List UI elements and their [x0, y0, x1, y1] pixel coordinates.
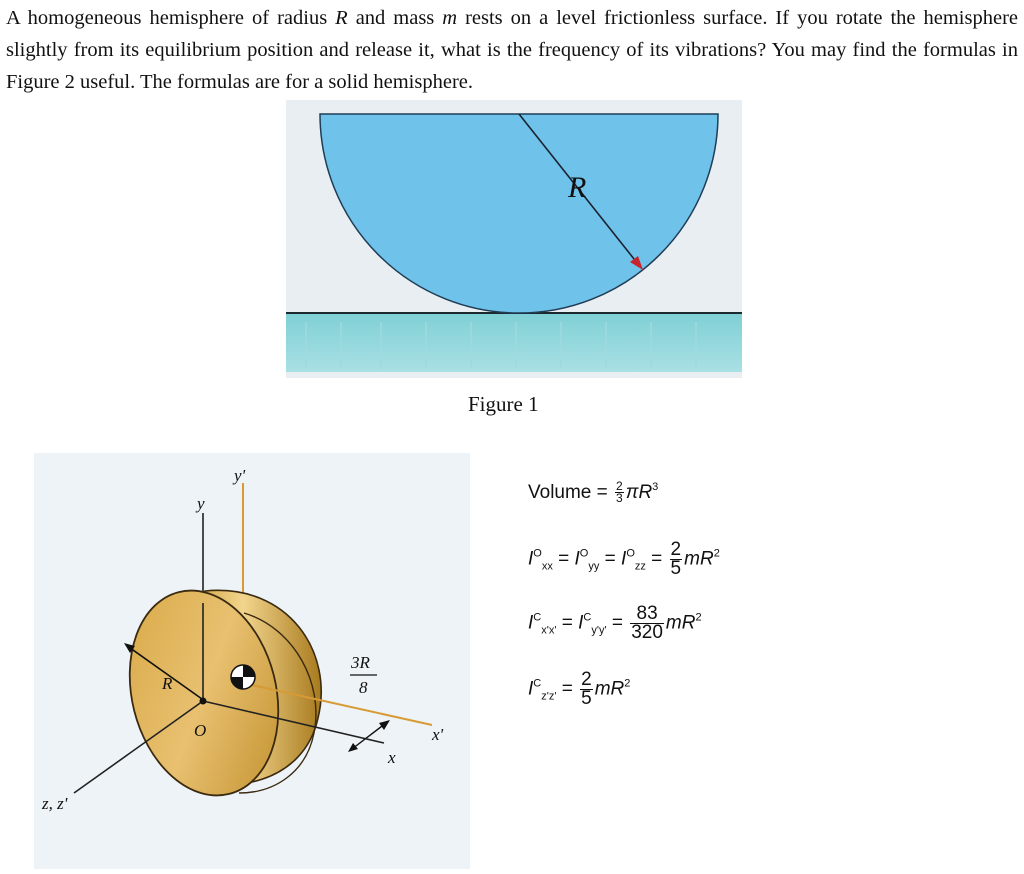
- inertia-yy-superscript: O: [579, 547, 589, 560]
- inertia-y-prime-superscript: C: [583, 611, 592, 624]
- z-axis-label: z, z': [42, 794, 68, 813]
- fraction-numerator: 2: [581, 669, 592, 690]
- equals-sign: =: [604, 548, 616, 570]
- radius-exponent: 2: [713, 547, 720, 560]
- inertia-symbol: I: [528, 678, 534, 700]
- figure-1-radius-label: R: [568, 171, 587, 204]
- inertia-symbol: I: [574, 548, 580, 570]
- inertia-z-prime-subscript: z'z': [541, 690, 557, 703]
- problem-text-part-3: rests on a level frictionless surface. If you rotate the hemisphere slightly from its equilibrium position and release it, what is the frequency of its vibrations? You may find the formulas in Figure 2 useful. The formulas are for a solid hemisphere.: [6, 7, 1018, 93]
- formula-panel: [528, 475, 828, 735]
- volume-exponent: 3: [652, 481, 659, 493]
- y-prime-axis-label: y': [234, 466, 246, 485]
- problem-text-part-1: A homogeneous hemisphere of radius: [6, 7, 336, 29]
- equals-sign: =: [651, 548, 663, 570]
- mass-radius-term: mR: [684, 548, 714, 570]
- figure-1-hemisphere: [286, 100, 742, 378]
- inertia-yy-subscript: yy: [588, 560, 600, 573]
- equals-sign: =: [611, 612, 623, 634]
- y-axis-label: y: [197, 494, 205, 513]
- fraction-denominator: 5: [581, 688, 592, 709]
- x-prime-axis-label: x': [432, 725, 444, 744]
- origin-point: [200, 698, 207, 705]
- inertia-xx-superscript: O: [533, 547, 542, 560]
- moment-center-xy-formula: [528, 605, 702, 642]
- radius-label: R: [162, 674, 173, 693]
- inertia-symbol: I: [528, 612, 534, 634]
- volume-fraction-denominator: 3: [616, 491, 623, 506]
- inertia-z-prime-superscript: C: [533, 677, 542, 690]
- figure-1-caption: Figure 1: [468, 392, 539, 416]
- equals-sign: =: [561, 678, 573, 700]
- offset-label-numerator: 3R: [351, 653, 370, 672]
- volume-label: Volume =: [528, 482, 608, 503]
- moment-origin-formula: [528, 541, 720, 578]
- volume-fraction: [615, 481, 624, 504]
- equals-sign: =: [558, 548, 570, 570]
- inertia-symbol: I: [528, 548, 534, 570]
- problem-statement: [6, 2, 1018, 98]
- radius-exponent: 2: [695, 611, 702, 624]
- radius-exponent: 2: [624, 677, 631, 690]
- inertia-xx-subscript: xx: [541, 560, 553, 573]
- fraction-numerator: 83: [630, 605, 664, 624]
- inertia-origin-fraction: [670, 541, 683, 578]
- moment-center-z-formula: [528, 671, 630, 708]
- mass-radius-term: mR: [665, 612, 696, 634]
- inertia-zz-superscript: O: [626, 547, 635, 560]
- mass-radius-term: mR: [594, 678, 625, 700]
- volume-pi-r: πR: [625, 482, 653, 503]
- fraction-denominator: 5: [670, 558, 682, 579]
- inertia-x-prime-superscript: C: [533, 611, 542, 624]
- fraction-numerator: 2: [670, 539, 682, 560]
- inertia-y-prime-subscript: y'y': [591, 624, 607, 637]
- floor-surface: [286, 314, 742, 372]
- inertia-center-fraction: [630, 605, 664, 642]
- fraction-denominator: 320: [631, 622, 663, 643]
- problem-text-part-2: and mass: [347, 7, 443, 29]
- inertia-x-prime-subscript: x'x': [541, 624, 557, 637]
- offset-label-denominator: 8: [359, 678, 368, 697]
- problem-radius-symbol: R: [335, 7, 348, 29]
- inertia-symbol: I: [578, 612, 584, 634]
- center-of-mass-icon: [231, 665, 255, 689]
- inertia-symbol: I: [621, 548, 627, 570]
- inertia-zz-subscript: zz: [634, 560, 646, 573]
- volume-fraction-numerator: 2: [616, 479, 623, 494]
- equals-sign: =: [561, 612, 573, 634]
- origin-label: O: [194, 721, 207, 740]
- problem-mass-symbol: m: [442, 7, 458, 29]
- x-axis-label: x: [388, 748, 396, 767]
- volume-formula: [528, 481, 658, 504]
- inertia-z-fraction: [580, 671, 593, 708]
- figure-2-solid-hemisphere: [34, 453, 470, 869]
